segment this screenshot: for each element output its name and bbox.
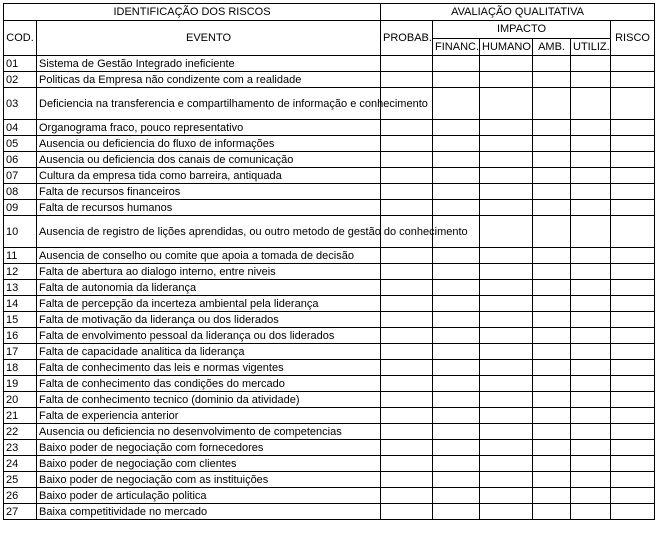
risk-cell[interactable] (611, 360, 655, 376)
utiliz-cell[interactable] (571, 392, 611, 408)
identification-header: IDENTIFICAÇÃO DOS RISCOS (4, 4, 381, 21)
row-code: 16 (4, 328, 37, 344)
human-cell[interactable] (480, 344, 533, 360)
prob-cell[interactable] (381, 120, 433, 136)
prob-cell[interactable] (381, 376, 433, 392)
utiliz-cell[interactable] (571, 296, 611, 312)
human-cell[interactable] (480, 376, 533, 392)
table-row (4, 360, 655, 376)
human-cell[interactable] (480, 168, 533, 184)
amb-cell[interactable] (533, 296, 571, 312)
financ-cell[interactable] (433, 168, 480, 184)
row-code: 17 (4, 344, 37, 360)
amb-cell[interactable] (533, 344, 571, 360)
table-row (4, 168, 655, 184)
table-row (4, 472, 655, 488)
risk-cell[interactable] (611, 472, 655, 488)
table-row (4, 88, 655, 120)
table-row (4, 488, 655, 504)
human-cell[interactable] (480, 120, 533, 136)
prob-cell[interactable] (381, 264, 433, 280)
utiliz-cell[interactable] (571, 312, 611, 328)
risk-cell[interactable] (611, 200, 655, 216)
utiliz-cell[interactable] (571, 248, 611, 264)
utiliz-cell[interactable] (571, 488, 611, 504)
row-code: 19 (4, 376, 37, 392)
prob-cell[interactable] (381, 56, 433, 72)
prob-cell[interactable] (381, 488, 433, 504)
risk-cell[interactable] (611, 376, 655, 392)
utiliz-cell[interactable] (571, 168, 611, 184)
row-code: 18 (4, 360, 37, 376)
row-event: Falta de capacidade analitica da liderança (37, 344, 381, 360)
row-code: 22 (4, 424, 37, 440)
row-event: Falta de recursos financeiros (37, 184, 381, 200)
financ-cell[interactable] (433, 312, 480, 328)
amb-cell[interactable] (533, 328, 571, 344)
row-code: 15 (4, 312, 37, 328)
human-cell[interactable] (480, 88, 533, 120)
row-code: 27 (4, 504, 37, 520)
amb-header: AMB. (533, 38, 571, 56)
amb-cell[interactable] (533, 280, 571, 296)
table-row (4, 120, 655, 136)
row-code: 03 (4, 88, 37, 120)
row-code: 10 (4, 216, 37, 248)
row-code: 26 (4, 488, 37, 504)
financ-cell[interactable] (433, 56, 480, 72)
utiliz-cell[interactable] (571, 472, 611, 488)
risk-header: RISCO (611, 21, 655, 56)
row-event: Baixa competitividade no mercado (37, 504, 381, 520)
human-cell[interactable] (480, 456, 533, 472)
utiliz-cell[interactable] (571, 136, 611, 152)
prob-cell[interactable] (381, 136, 433, 152)
financ-cell[interactable] (433, 280, 480, 296)
row-event: Baixo poder de negociação com fornecedores (37, 440, 381, 456)
row-code: 08 (4, 184, 37, 200)
financ-cell[interactable] (433, 264, 480, 280)
table-row (4, 136, 655, 152)
row-code: 13 (4, 280, 37, 296)
prob-cell[interactable] (381, 456, 433, 472)
utiliz-cell[interactable] (571, 360, 611, 376)
human-cell[interactable] (480, 280, 533, 296)
amb-cell[interactable] (533, 424, 571, 440)
amb-cell[interactable] (533, 136, 571, 152)
row-code: 11 (4, 248, 37, 264)
row-event: Falta de experiencia anterior (37, 408, 381, 424)
table-row (4, 152, 655, 168)
row-code: 14 (4, 296, 37, 312)
table-row (4, 408, 655, 424)
table-row (4, 296, 655, 312)
risk-cell[interactable] (611, 440, 655, 456)
utiliz-cell[interactable] (571, 264, 611, 280)
risk-cell[interactable] (611, 152, 655, 168)
prob-cell[interactable] (381, 296, 433, 312)
human-cell[interactable] (480, 440, 533, 456)
amb-cell[interactable] (533, 152, 571, 168)
financ-cell[interactable] (433, 376, 480, 392)
table-row (4, 200, 655, 216)
table-row (4, 72, 655, 88)
utiliz-header: UTILIZ. (571, 38, 611, 56)
prob-cell[interactable] (381, 472, 433, 488)
financ-cell[interactable] (433, 456, 480, 472)
financ-cell[interactable] (433, 504, 480, 520)
row-event: Baixo poder de negociação com clientes (37, 456, 381, 472)
utiliz-cell[interactable] (571, 504, 611, 520)
prob-cell[interactable] (381, 312, 433, 328)
risk-cell[interactable] (611, 488, 655, 504)
table-row (4, 504, 655, 520)
prob-cell[interactable] (381, 280, 433, 296)
human-cell[interactable] (480, 488, 533, 504)
table-row (4, 392, 655, 408)
prob-cell[interactable] (381, 184, 433, 200)
utiliz-cell[interactable] (571, 72, 611, 88)
financ-cell[interactable] (433, 136, 480, 152)
financ-cell[interactable] (433, 88, 480, 120)
utiliz-cell[interactable] (571, 56, 611, 72)
cod-header: COD. (4, 21, 37, 56)
row-event: Organograma fraco, pouco representativo (37, 120, 381, 136)
risk-cell[interactable] (611, 424, 655, 440)
human-cell[interactable] (480, 216, 533, 248)
row-event: Falta de conhecimento tecnico (dominio da atividade) (37, 392, 381, 408)
table-row (4, 456, 655, 472)
prob-cell[interactable] (381, 200, 433, 216)
row-event: Cultura da empresa tida como barreira, antiquada (37, 168, 381, 184)
risk-cell[interactable] (611, 136, 655, 152)
row-event: Ausencia ou deficiencia no desenvolvimento de competencias (37, 424, 381, 440)
risk-cell[interactable] (611, 72, 655, 88)
financ-cell[interactable] (433, 440, 480, 456)
financ-cell[interactable] (433, 248, 480, 264)
prob-cell[interactable] (381, 344, 433, 360)
risk-cell[interactable] (611, 504, 655, 520)
row-code: 25 (4, 472, 37, 488)
row-event: Baixo poder de articulação politica (37, 488, 381, 504)
row-code: 06 (4, 152, 37, 168)
table-row (4, 440, 655, 456)
risk-cell[interactable] (611, 408, 655, 424)
utiliz-cell[interactable] (571, 344, 611, 360)
prob-cell[interactable] (381, 392, 433, 408)
financ-cell[interactable] (433, 200, 480, 216)
utiliz-cell[interactable] (571, 184, 611, 200)
human-cell[interactable] (480, 392, 533, 408)
human-cell[interactable] (480, 504, 533, 520)
row-event: Sistema de Gestão Integrado ineficiente (37, 56, 381, 72)
row-code: 24 (4, 456, 37, 472)
amb-cell[interactable] (533, 168, 571, 184)
impact-header: IMPACTO (433, 21, 611, 39)
risk-table-body (4, 56, 655, 520)
row-event: Falta de conhecimento das condições do mercado (37, 376, 381, 392)
utiliz-cell[interactable] (571, 280, 611, 296)
amb-cell[interactable] (533, 120, 571, 136)
risk-cell[interactable] (611, 312, 655, 328)
financ-cell[interactable] (433, 344, 480, 360)
risk-cell[interactable] (611, 88, 655, 120)
amb-cell[interactable] (533, 88, 571, 120)
row-event: Falta de abertura ao dialogo interno, entre niveis (37, 264, 381, 280)
row-event: Politicas da Empresa não condizente com a realidade (37, 72, 381, 88)
row-event: Deficiencia na transferencia e compartilhamento de informação e conhecimento (37, 88, 381, 120)
prob-cell[interactable] (381, 360, 433, 376)
row-code: 21 (4, 408, 37, 424)
row-event: Ausencia de conselho ou comite que apoia a tomada de decisão (37, 248, 381, 264)
utiliz-cell[interactable] (571, 200, 611, 216)
risk-cell[interactable] (611, 184, 655, 200)
human-cell[interactable] (480, 360, 533, 376)
prob-cell[interactable] (381, 424, 433, 440)
financ-cell[interactable] (433, 184, 480, 200)
row-code: 09 (4, 200, 37, 216)
table-row (4, 184, 655, 200)
prob-cell[interactable] (381, 408, 433, 424)
risk-cell[interactable] (611, 456, 655, 472)
row-code: 04 (4, 120, 37, 136)
amb-cell[interactable] (533, 504, 571, 520)
human-cell[interactable] (480, 200, 533, 216)
amb-cell[interactable] (533, 216, 571, 248)
row-code: 07 (4, 168, 37, 184)
prob-cell[interactable] (381, 168, 433, 184)
risk-assessment-table (3, 3, 655, 520)
row-event: Ausencia ou deficiencia do fluxo de informações (37, 136, 381, 152)
financ-cell[interactable] (433, 72, 480, 88)
risk-cell[interactable] (611, 248, 655, 264)
amb-cell[interactable] (533, 488, 571, 504)
human-cell[interactable] (480, 296, 533, 312)
human-cell[interactable] (480, 264, 533, 280)
table-row (4, 56, 655, 72)
utiliz-cell[interactable] (571, 376, 611, 392)
human-cell[interactable] (480, 248, 533, 264)
utiliz-cell[interactable] (571, 328, 611, 344)
risk-cell[interactable] (611, 392, 655, 408)
financ-cell[interactable] (433, 360, 480, 376)
row-event: Falta de percepção da incerteza ambiental pela liderança (37, 296, 381, 312)
amb-cell[interactable] (533, 456, 571, 472)
human-cell[interactable] (480, 72, 533, 88)
financ-cell[interactable] (433, 392, 480, 408)
risk-cell[interactable] (611, 120, 655, 136)
table-row (4, 248, 655, 264)
amb-cell[interactable] (533, 472, 571, 488)
row-event: Baixo poder de negociação com as instituições (37, 472, 381, 488)
financ-cell[interactable] (433, 424, 480, 440)
human-cell[interactable] (480, 56, 533, 72)
human-cell[interactable] (480, 424, 533, 440)
amb-cell[interactable] (533, 376, 571, 392)
risk-cell[interactable] (611, 280, 655, 296)
financ-cell[interactable] (433, 408, 480, 424)
financ-cell[interactable] (433, 488, 480, 504)
prob-header: PROBAB. (381, 21, 433, 56)
event-header: EVENTO (37, 21, 381, 56)
amb-cell[interactable] (533, 360, 571, 376)
row-event: Falta de autonomia da liderança (37, 280, 381, 296)
utiliz-cell[interactable] (571, 152, 611, 168)
financ-cell[interactable] (433, 472, 480, 488)
utiliz-cell[interactable] (571, 120, 611, 136)
utiliz-cell[interactable] (571, 440, 611, 456)
amb-cell[interactable] (533, 72, 571, 88)
financ-cell[interactable] (433, 120, 480, 136)
prob-cell[interactable] (381, 504, 433, 520)
utiliz-cell[interactable] (571, 408, 611, 424)
amb-cell[interactable] (533, 408, 571, 424)
financ-cell[interactable] (433, 152, 480, 168)
utiliz-cell[interactable] (571, 456, 611, 472)
amb-cell[interactable] (533, 56, 571, 72)
amb-cell[interactable] (533, 184, 571, 200)
prob-cell[interactable] (381, 248, 433, 264)
row-code: 12 (4, 264, 37, 280)
human-cell[interactable] (480, 472, 533, 488)
amb-cell[interactable] (533, 392, 571, 408)
row-code: 01 (4, 56, 37, 72)
row-event: Falta de envolvimento pessoal da liderança ou dos liderados (37, 328, 381, 344)
risk-cell[interactable] (611, 56, 655, 72)
row-event: Falta de conhecimento das leis e normas vigentes (37, 360, 381, 376)
table-row (4, 376, 655, 392)
table-row (4, 216, 655, 248)
human-cell[interactable] (480, 328, 533, 344)
table-row (4, 344, 655, 360)
table-row (4, 328, 655, 344)
financ-cell[interactable] (433, 296, 480, 312)
amb-cell[interactable] (533, 440, 571, 456)
risk-cell[interactable] (611, 216, 655, 248)
table-row (4, 312, 655, 328)
row-code: 20 (4, 392, 37, 408)
prob-cell[interactable] (381, 72, 433, 88)
row-code: 05 (4, 136, 37, 152)
row-event: Falta de recursos humanos (37, 200, 381, 216)
human-cell[interactable] (480, 184, 533, 200)
prob-cell[interactable] (381, 328, 433, 344)
utiliz-cell[interactable] (571, 424, 611, 440)
table-row (4, 424, 655, 440)
financ-cell[interactable] (433, 328, 480, 344)
evaluation-header: AVALIAÇÃO QUALITATIVA (381, 4, 655, 21)
amb-cell[interactable] (533, 264, 571, 280)
risk-cell[interactable] (611, 344, 655, 360)
risk-cell[interactable] (611, 264, 655, 280)
row-event: Ausencia ou deficiencia dos canais de comunicação (37, 152, 381, 168)
row-event: Falta de motivação da liderança ou dos liderados (37, 312, 381, 328)
human-cell[interactable] (480, 312, 533, 328)
financ-header: FINANC. (433, 38, 480, 56)
human-header: HUMANO (480, 38, 533, 56)
prob-cell[interactable] (381, 440, 433, 456)
risk-cell[interactable] (611, 296, 655, 312)
row-code: 23 (4, 440, 37, 456)
risk-cell[interactable] (611, 168, 655, 184)
amb-cell[interactable] (533, 312, 571, 328)
amb-cell[interactable] (533, 248, 571, 264)
prob-cell[interactable] (381, 152, 433, 168)
table-row (4, 264, 655, 280)
utiliz-cell[interactable] (571, 88, 611, 120)
human-cell[interactable] (480, 152, 533, 168)
amb-cell[interactable] (533, 200, 571, 216)
row-code: 02 (4, 72, 37, 88)
human-cell[interactable] (480, 136, 533, 152)
utiliz-cell[interactable] (571, 216, 611, 248)
table-row (4, 280, 655, 296)
human-cell[interactable] (480, 408, 533, 424)
risk-cell[interactable] (611, 328, 655, 344)
row-event: Ausencia de registro de lições aprendidas, ou outro metodo de gestão do conhecimento (37, 216, 381, 248)
